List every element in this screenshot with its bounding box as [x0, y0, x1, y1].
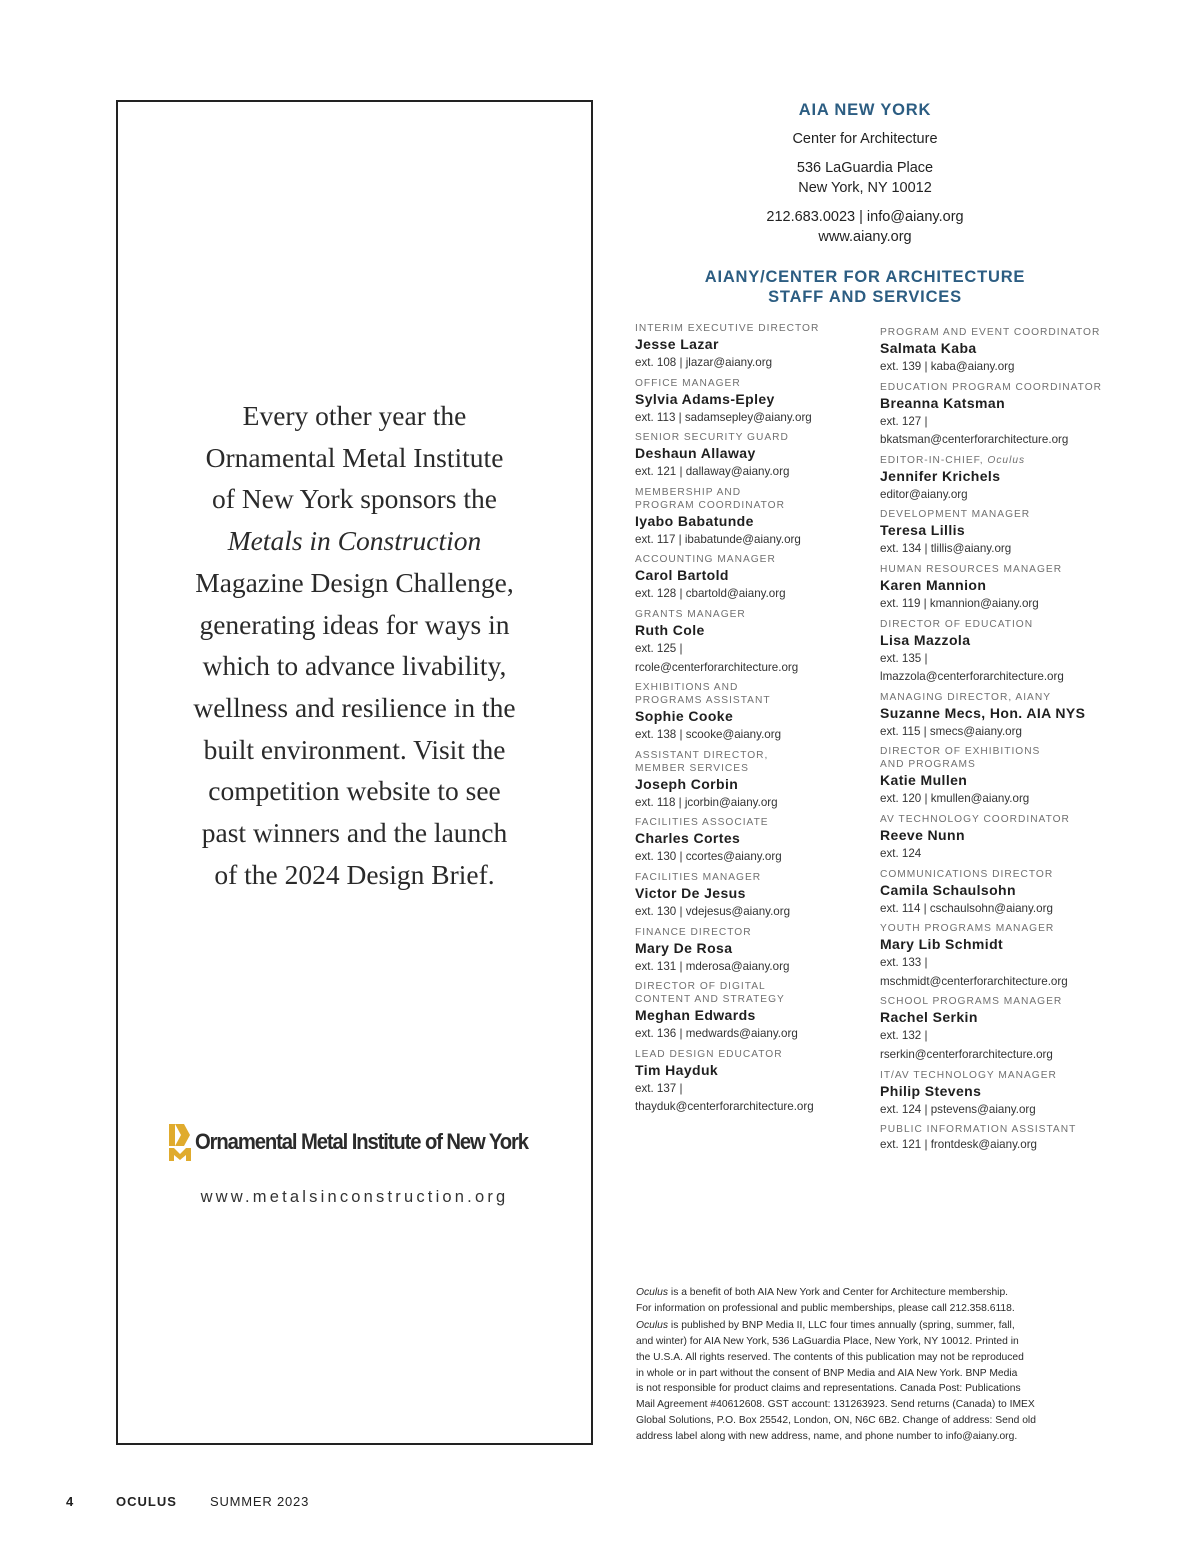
staff-role-text: EDUCATION PROGRAM COORDINATOR — [880, 381, 1103, 393]
staff-role-text: INTERIM EXECUTIVE DIRECTOR — [635, 323, 820, 334]
staff-role-text: SCHOOL PROGRAMS MANAGER — [880, 996, 1063, 1008]
staff-role-text: IT/AV TECHNOLOGY MANAGER — [880, 1069, 1057, 1081]
staff-entry — [635, 1048, 870, 1117]
staff-role — [635, 486, 870, 512]
staff-role — [880, 995, 1115, 1008]
staff-role — [880, 618, 1115, 631]
staff-role-text: EDITOR-IN-CHIEF, — [880, 454, 984, 466]
staff-name: Sylvia Adams-Epley — [635, 390, 775, 407]
staff-entry — [635, 431, 870, 482]
staff-contact[interactable]: ext. 132 | — [880, 1029, 928, 1043]
staff-role-text: FACILITIES ASSOCIATE — [635, 817, 769, 829]
ad-text-line: generating ideas for ways in — [199, 608, 510, 640]
staff-role-text: DIRECTOR OF EXHIBITIONS AND PROGRAMS — [880, 746, 1041, 771]
staff-entry — [880, 745, 1115, 809]
publisher-note: Oculus is published by BNP Media II, LLC four times annually (spring, summer, fall, and winter) for AIA New York, 536 LaGuardia Place, New York, NY 10012. Printed in the U.S.A. All rights reserved. The contents of this publication may not be reproduced in whole or in part without the consent of BNP Media and AIA New York. BNP Media is not responsible for product claims and representations. Canada Post: Publications Mail Agreement #40612608. GST account: 131263923. Send returns (Canada) to IMEX Global Solutions, P.O. Box 25542, London, ON, N6C 6B2. Change of address: Send old address label along with new address, name, and phone number to info@aiany.org. — [636, 1319, 1036, 1443]
staff-contact[interactable]: ext. 130 | vdejesus@aiany.org — [635, 904, 791, 918]
staff-role — [880, 813, 1115, 826]
staff-name: Rachel Serkin — [880, 1009, 978, 1026]
staff-role-text: MEMBERSHIP AND PROGRAM COORDINATOR — [635, 486, 785, 511]
staff-entry — [880, 1123, 1115, 1155]
staff-contact[interactable]: ext. 135 | — [880, 651, 928, 665]
staff-role-text: PROGRAM AND EVENT COORDINATOR — [880, 327, 1101, 338]
staff-entry — [880, 454, 1115, 505]
staff-email[interactable]: rcole@centerforarchitecture.org — [635, 660, 799, 674]
staff-contact[interactable]: ext. 128 | cbartold@aiany.org — [635, 587, 786, 601]
staff-role — [880, 326, 1115, 339]
staff-email[interactable]: rserkin@centerforarchitecture.org — [880, 1047, 1053, 1061]
ad-text-line: Every other year the — [242, 400, 467, 431]
staff-name: Jesse Lazar — [635, 336, 719, 352]
staff-entry — [635, 980, 870, 1044]
staff-role-publication: Oculus — [987, 454, 1026, 466]
staff-contact[interactable]: ext. 113 | sadamsepley@aiany.org — [635, 410, 812, 424]
staff-role — [880, 381, 1115, 394]
staff-email[interactable]: bkatsman@centerforarchitecture.org — [880, 433, 1069, 447]
staff-name: Victor De Jesus — [635, 884, 746, 901]
staff-role-text: LEAD DESIGN EDUCATOR — [635, 1048, 783, 1060]
staff-name: Suzanne Mecs, Hon. AIA NYS — [880, 704, 1086, 721]
staff-name: Joseph Corbin — [635, 775, 739, 792]
staff-entry — [880, 868, 1115, 919]
staff-role — [635, 553, 870, 566]
staff-contact[interactable]: ext. 133 | — [880, 956, 928, 970]
staff-role-text: DIRECTOR OF DIGITAL CONTENT AND STRATEGY — [635, 981, 785, 1006]
staff-name: Karen Mannion — [880, 576, 987, 593]
ad-body-text — [118, 395, 591, 895]
staff-role — [880, 454, 1115, 467]
staff-role — [635, 871, 870, 884]
org-website-link[interactable]: www.aiany.org — [818, 229, 912, 245]
omi-logo — [168, 1122, 557, 1162]
membership-note: Oculus is a benefit of both AIA New York and Center for Architecture membership. For information on professional and public memberships, please call 212.358.6118. — [636, 1287, 1015, 1314]
staff-name: Meghan Edwards — [635, 1007, 756, 1024]
staff-entry — [880, 508, 1115, 559]
staff-role-text: AV TECHNOLOGY COORDINATOR — [880, 813, 1070, 825]
staff-role — [880, 1069, 1115, 1082]
staff-entry — [635, 377, 870, 428]
staff-contact[interactable]: ext. 115 | smecs@aiany.org — [880, 724, 1022, 738]
staff-role — [635, 681, 870, 707]
staff-role — [880, 745, 1115, 771]
staff-list-left — [635, 322, 870, 1121]
staff-role-text: FACILITIES MANAGER — [635, 871, 762, 883]
staff-name: Tim Hayduk — [635, 1061, 719, 1078]
staff-contact[interactable]: ext. 121 | frontdesk@aiany.org — [880, 1138, 1037, 1152]
staff-entry — [635, 553, 870, 604]
org-title: AIA NEW YORK — [798, 101, 932, 119]
staff-role-text: DIRECTOR OF EDUCATION — [880, 618, 1034, 630]
staff-role-text: YOUTH PROGRAMS MANAGER — [880, 923, 1055, 935]
staff-name: Camila Schaulsohn — [880, 881, 1016, 898]
staff-entry — [635, 749, 870, 813]
staff-entry — [880, 691, 1115, 742]
staff-name: Teresa Lillis — [880, 522, 966, 539]
org-center-name: Center for Architecture — [792, 131, 938, 147]
staff-name: Ruth Cole — [635, 621, 705, 638]
staff-list-right — [880, 326, 1115, 1159]
staff-contact[interactable]: ext. 125 | — [635, 641, 683, 655]
staff-entry — [635, 681, 870, 745]
advertisement-box — [116, 100, 593, 1445]
staff-role-text: MANAGING DIRECTOR, AIANY — [880, 691, 1051, 703]
staff-contact[interactable]: ext. 131 | mderosa@aiany.org — [635, 959, 790, 973]
staff-entry — [635, 322, 870, 373]
org-address: 536 LaGuardia Place New York, NY 10012 — [796, 160, 934, 196]
staff-role-text: HUMAN RESOURCES MANAGER — [880, 563, 1063, 575]
staff-entry — [880, 995, 1115, 1064]
staff-name: Iyabo Babatunde — [635, 512, 754, 529]
ad-website-link[interactable]: www.metalsinconstruction.org — [200, 1188, 509, 1206]
staff-contact[interactable]: ext. 118 | jcorbin@aiany.org — [635, 795, 778, 809]
staff-role — [880, 563, 1115, 576]
ad-text-line: of New York sponsors the — [212, 483, 497, 515]
ad-text-line: wellness and resilience in the — [193, 691, 516, 723]
staff-role — [635, 816, 870, 829]
omi-logo-name: Ornamental Metal Institute of New York — [195, 1129, 528, 1154]
staff-role-text: DEVELOPMENT MANAGER — [880, 509, 1031, 521]
ad-text-line: of the 2024 Design Brief. — [214, 858, 495, 890]
staff-role-text: COMMUNICATIONS DIRECTOR — [880, 868, 1054, 880]
ad-text-line: Magazine Design Challenge, — [195, 566, 514, 598]
staff-name: Mary Lib Schmidt — [880, 936, 1004, 953]
ad-text-line: which to advance livability, — [202, 650, 507, 682]
staff-role — [635, 926, 870, 939]
staff-role — [880, 922, 1115, 935]
staff-name: Carol Bartold — [635, 567, 729, 584]
staff-name: Mary De Rosa — [635, 939, 733, 956]
staff-contact[interactable]: ext. 124 | pstevens@aiany.org — [880, 1102, 1036, 1116]
staff-role-text: ACCOUNTING MANAGER — [635, 554, 776, 566]
staff-entry — [635, 608, 870, 677]
magazine-name: OCULUS — [116, 1494, 177, 1509]
staff-role-text: SENIOR SECURITY GUARD — [635, 432, 789, 444]
issue-date: SUMMER 2023 — [210, 1494, 310, 1509]
staff-name: Sophie Cooke — [635, 708, 734, 725]
staff-entry — [880, 326, 1115, 377]
staff-email[interactable]: lmazzola@centerforarchitecture.org — [880, 670, 1064, 684]
staff-entry — [635, 486, 870, 550]
staff-name: Lisa Mazzola — [880, 631, 971, 648]
staff-entry — [635, 871, 870, 922]
staff-name: Breanna Katsman — [880, 394, 1006, 411]
staff-role — [635, 431, 870, 444]
staff-role — [635, 749, 870, 775]
publication-notes — [636, 1285, 1106, 1446]
staff-contact[interactable]: ext. 130 | ccortes@aiany.org — [635, 850, 782, 864]
staff-contact[interactable]: ext. 117 | ibabatunde@aiany.org — [635, 532, 801, 546]
staff-entry — [880, 922, 1115, 991]
staff-role — [635, 980, 870, 1006]
staff-role-text: FINANCE DIRECTOR — [635, 926, 752, 938]
staff-role — [635, 377, 870, 390]
staff-contact[interactable]: ext. 114 | cschaulsohn@aiany.org — [880, 901, 1053, 915]
staff-entry — [880, 618, 1115, 687]
staff-contact[interactable]: ext. 124 — [880, 846, 922, 860]
page-number: 4 — [66, 1494, 74, 1509]
staff-contact[interactable]: ext. 108 | jlazar@aiany.org — [635, 356, 773, 369]
ad-text-line: built environment. Visit the — [203, 733, 506, 765]
staff-entry — [880, 563, 1115, 614]
staff-entry — [880, 813, 1115, 864]
staff-role — [635, 608, 870, 621]
staff-email[interactable]: mschmidt@centerforarchitecture.org — [880, 974, 1068, 988]
staff-name: Reeve Nunn — [880, 826, 965, 843]
staff-role — [880, 868, 1115, 881]
staff-contact[interactable]: editor@aiany.org — [880, 487, 968, 501]
staff-email[interactable]: thayduk@centerforarchitecture.org — [635, 1100, 814, 1114]
staff-entry — [880, 1069, 1115, 1120]
ad-text-line: Ornamental Metal Institute — [205, 441, 504, 473]
staff-name: Katie Mullen — [880, 772, 968, 789]
staff-role-text: ASSISTANT DIRECTOR, MEMBER SERVICES — [635, 749, 769, 774]
ad-text-line: past winners and the launch — [201, 817, 508, 849]
ad-text-line: Metals in Construction — [227, 525, 482, 557]
org-phone-email[interactable]: 212.683.0023 | info@aiany.org — [766, 209, 964, 225]
staff-contact[interactable]: ext. 119 | kmannion@aiany.org — [880, 596, 1039, 610]
staff-entry — [880, 381, 1115, 450]
staff-contact[interactable]: ext. 137 | — [635, 1081, 683, 1095]
staff-role-text: GRANTS MANAGER — [635, 608, 746, 620]
staff-role — [635, 322, 870, 335]
staff-role-text: EXHIBITIONS AND PROGRAMS ASSISTANT — [635, 682, 771, 707]
staff-role — [635, 1048, 870, 1061]
omi-logo-mark-icon — [168, 1123, 192, 1161]
staff-name: Philip Stevens — [880, 1082, 982, 1099]
staff-contact[interactable]: ext. 121 | dallaway@aiany.org — [635, 465, 790, 479]
ad-text-line: competition website to see — [208, 775, 501, 807]
staff-entry — [635, 816, 870, 867]
staff-role — [880, 508, 1115, 521]
staff-name: Charles Cortes — [635, 830, 741, 847]
staff-contact[interactable]: ext. 127 | — [880, 414, 928, 428]
staff-name: Deshaun Allaway — [635, 445, 756, 462]
staff-name: Jennifer Krichels — [880, 467, 1001, 484]
staff-contact[interactable]: ext. 139 | kaba@aiany.org — [880, 360, 1015, 373]
staff-role-text: OFFICE MANAGER — [635, 377, 741, 389]
staff-role — [880, 691, 1115, 704]
staff-contact[interactable]: ext. 138 | scooke@aiany.org — [635, 728, 782, 742]
staff-heading: AIANY/CENTER FOR ARCHITECTURE STAFF AND SERVICES — [704, 268, 1026, 306]
staff-contact[interactable]: ext. 120 | kmullen@aiany.org — [880, 792, 1030, 806]
staff-role-text: PUBLIC INFORMATION ASSISTANT — [880, 1124, 1077, 1136]
staff-contact[interactable]: ext. 136 | medwards@aiany.org — [635, 1027, 798, 1041]
staff-role — [880, 1123, 1115, 1136]
staff-contact[interactable]: ext. 134 | tlillis@aiany.org — [880, 542, 1012, 556]
org-contact — [635, 207, 1095, 247]
staff-entry — [635, 926, 870, 977]
staff-name: Salmata Kaba — [880, 340, 977, 356]
